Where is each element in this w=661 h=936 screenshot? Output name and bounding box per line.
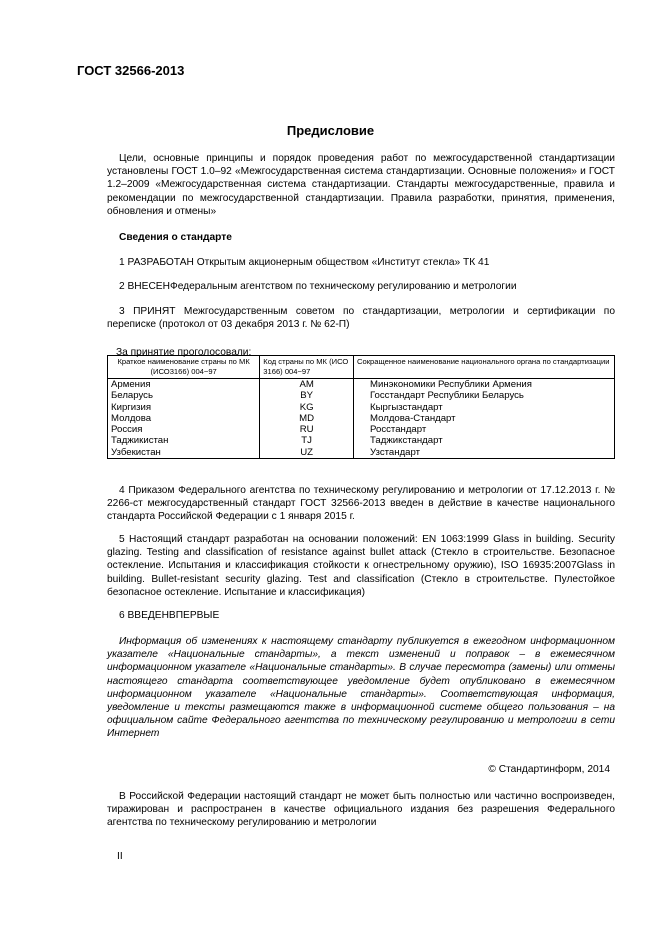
code-cell: TJ bbox=[260, 435, 354, 446]
country-cell: Россия bbox=[108, 424, 260, 435]
table-row bbox=[108, 379, 615, 391]
item-2-submitted: 2 ВНЕСЕНФедеральным агентством по техническому регулированию и метрологии bbox=[119, 281, 517, 292]
header-country: Краткое наименование страны по МК (ИСО3166) 004−97 bbox=[108, 356, 260, 379]
page-number: II bbox=[117, 851, 123, 862]
intro-paragraph: Цели, основные принципы и порядок проведения работ по межгосударственной стандартизации установлены ГОСТ 1.0–92 «Межгосударственная система стандартизации. Основные положения» и ГОСТ 1.2–2009 «Межгосударственная система стандартизации. Стандарты межгосударственные, правила и рекомендации по межгосударственной стандартизации. Правила разработки, принятия, применения, обновления и отмены» bbox=[107, 153, 615, 217]
header-body: Сокращенное наименование национального органа по стандартизации bbox=[354, 356, 615, 379]
header-code: Код страны по МК (ИСО 3166) 004−97 bbox=[260, 356, 354, 379]
table-row bbox=[108, 435, 615, 446]
item-3-adopted: 3 ПРИНЯТ Межгосударственным советом по стандартизации, метрологии и сертификации по переписке (протокол от 03 декабря 2013 г. № 62-П) bbox=[107, 306, 615, 331]
document-header: ГОСТ 32566-2013 bbox=[77, 63, 185, 78]
table-row bbox=[108, 402, 615, 413]
item-1-developed: 1 РАЗРАБОТАН Открытым акционерным обществом «Институт стекла» ТК 41 bbox=[119, 257, 490, 268]
code-cell: RU bbox=[260, 424, 354, 435]
page-title: Предисловие bbox=[286, 123, 375, 138]
code-cell: UZ bbox=[260, 447, 354, 459]
country-cell: Узбекистан bbox=[108, 447, 260, 459]
body-cell: Минэкономики Республики Армения bbox=[354, 379, 615, 391]
body-cell: Госстандарт Республики Беларусь bbox=[354, 390, 615, 401]
body-cell: Узстандарт bbox=[354, 447, 615, 459]
table-header-row bbox=[108, 356, 615, 379]
body-cell: Молдова-Стандарт bbox=[354, 413, 615, 424]
voting-table bbox=[107, 355, 615, 459]
body-cell: Таджикстандарт bbox=[354, 435, 615, 446]
reproduction-notice: В Российской Федерации настоящий стандарт не может быть полностью или частично воспроизведен, тиражирован и распространен в качестве официального издания без разрешения Федерального агентства по техническому регулированию и метрологии bbox=[107, 791, 615, 829]
table-caption: За принятие проголосовали: bbox=[116, 347, 252, 358]
code-cell: AM bbox=[260, 379, 354, 391]
code-cell: KG bbox=[260, 402, 354, 413]
item-5-basis: 5 Настоящий стандарт разработан на основании положений: EN 1063:1999 Glass in building. Security glazing. Testing and classification of resistance against bullet attack (Стекло в строительстве. Безопасное остекление. Испытания и классификация стойкости к огнестрельному оружию), ISO 16935:2007Glass in building. Bullet-resistant security glazing. Test and classification (Стекло в строительстве. Пулестойкое безопасное остекление. Испытание и классификация) bbox=[107, 534, 615, 598]
item-4-order: 4 Приказом Федерального агентства по техническому регулированию и метрологии от 17.12.2013 г. № 2266-ст межгосударственный стандарт ГОСТ 32566-2013 введен в действие в качестве национального стандарта Российской Федерации с 1 января 2015 г. bbox=[107, 485, 615, 523]
item-6-introduced: 6 ВВЕДЕНВПЕРВЫЕ bbox=[119, 610, 220, 621]
code-cell: BY bbox=[260, 390, 354, 401]
copyright-notice: © Стандартинформ, 2014 bbox=[488, 764, 610, 775]
table-row bbox=[108, 413, 615, 424]
amendments-info: Информация об изменениях к настоящему стандарту публикуется в ежегодном информационном указателе «Национальные стандарты», а текст изменений и поправок – в ежемесячном информационном указателе «Национальные стандарты». В случае пересмотра (замены) или отмены настоящего стандарта соответствующее уведомление будет опубликовано в ежемесячном информационном указателе «Национальные стандарты». Соответствующая информация, уведомление и тексты размещаются также в информационной системе общего пользования – на официальном сайте Федерального агентства по техническому регулированию и метрологии в сети Интернет bbox=[107, 636, 615, 740]
code-cell: MD bbox=[260, 413, 354, 424]
body-cell: Росстандарт bbox=[354, 424, 615, 435]
table-row bbox=[108, 390, 615, 401]
country-cell: Киргизия bbox=[108, 402, 260, 413]
body-cell: Кыргызстандарт bbox=[354, 402, 615, 413]
country-cell: Армения bbox=[108, 379, 260, 391]
country-cell: Беларусь bbox=[108, 390, 260, 401]
table-row bbox=[108, 424, 615, 435]
table-row bbox=[108, 447, 615, 459]
country-cell: Таджикистан bbox=[108, 435, 260, 446]
about-heading: Сведения о стандарте bbox=[119, 232, 232, 243]
country-cell: Молдова bbox=[108, 413, 260, 424]
